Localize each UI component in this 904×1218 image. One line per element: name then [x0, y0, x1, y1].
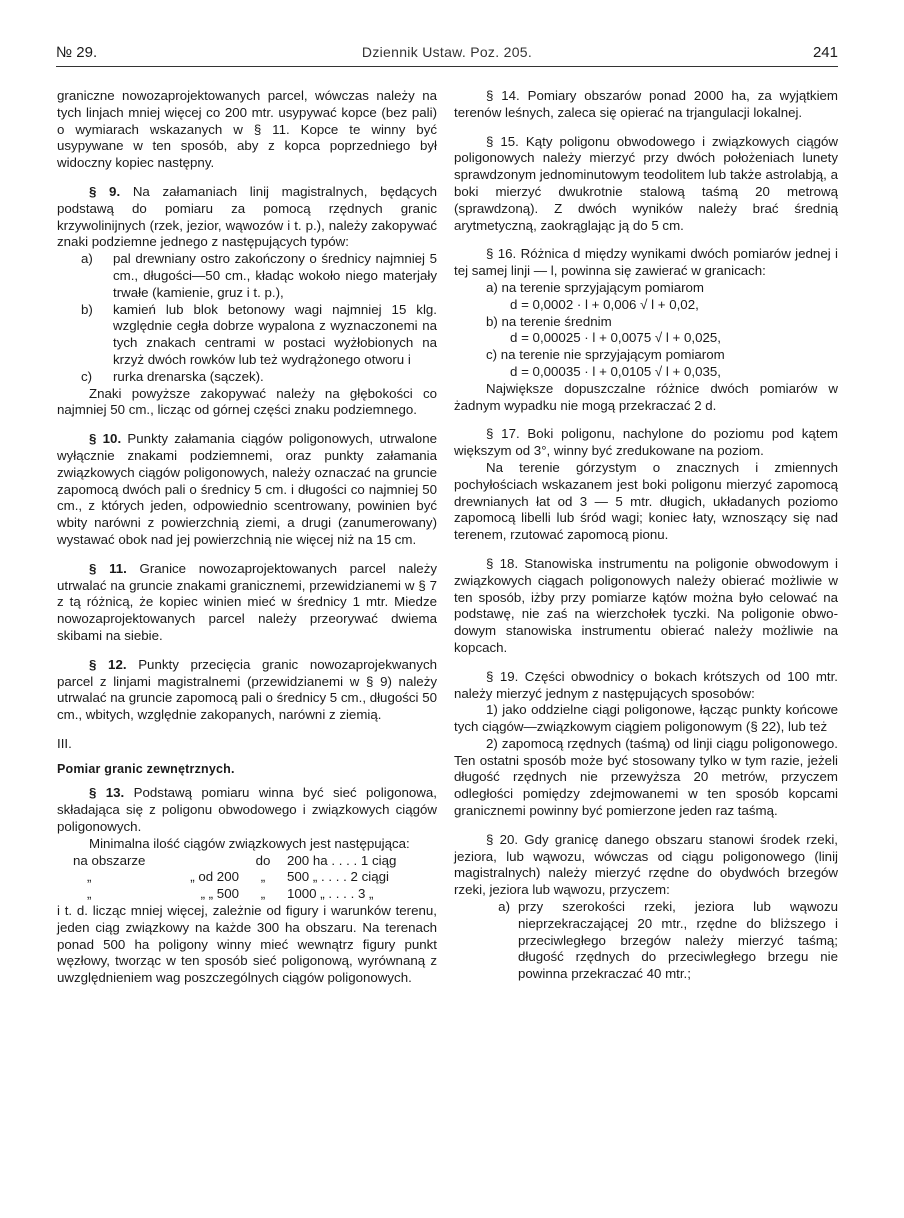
section-16-case-a: a) na terenie sprzyjającym pomiarom	[486, 279, 705, 295]
section-12-number: § 12.	[89, 656, 127, 672]
section-12-text: Punkty przecięcia granic nowozaprojekwanych parcel z linjami magistralnemi (przewidzianemi w § 9) należy utrwalać na gruncie zapomocą pali o średnicy 5 cm., długości 50 cm., wbitych, względnie zakopanych, narówni z ziemią.	[57, 656, 437, 723]
section-10-number: § 10.	[89, 431, 122, 447]
section-15: § 15. Kąty poligonu obwodowego i związkowych ciągów poligonowych należy mierzyć przy dwóch położeniach lunety sprawdzonym jednominutowym teodolitem lub także astrolabją, a boki mierzyć dwukrotnie stalową taśmą 20 metrową (sprawdzoną). Z dwóch wyników należy brać średnią arytmetyczną, zaokrąglając ją do 5 cm.	[454, 133, 838, 233]
formula-b: d = 0,00025 · l + 0,0075 √ l + 0,025,	[510, 330, 721, 346]
section-18: § 18. Stanowiska instrumentu na poligonie obwodowym i związkowych ciągach poligonowych należy obierać możliwie w ten sposób, iżby przy pomiarze kątów można było celować na podstawę, nie zaś na wierzchołek tyczki. Na poligonie obwodowym stanowiska instrumentu obierać należy możliwie na kopcach.	[454, 555, 838, 655]
section-13	[57, 785, 437, 835]
issue-number: № 29.	[56, 44, 98, 61]
journal-title: Dziennik Ustaw. Poz. 205.	[361, 44, 533, 60]
paragraph-continuation: graniczne nowozaprojektowanych parcel, wówczas należy na tych linjach mniej więcej co 200 mtr. usypywać kopce (bez pali) o wymiarach wskazanych w § 11. Kopce te winny być usypywane w ten sposób, aby z kopca poprzedniego był widoczny kopiec następny.	[57, 88, 437, 171]
section-13-number: § 13.	[89, 785, 125, 801]
section-20: § 20. Gdy granicę danego obszaru stanowi środek rzeki, jeziora, lub wąwozu, wówczas od ciągu poligonowego (linij magistralnych) należy mierzyć rzędne do obydwóch brzegów rzeki, jeziora lub wąwozu, przyczem:	[454, 831, 838, 898]
section-11-text: Granice nowozaprojektowanych parcel należy utrwalać na gruncie znakami granicznemi, przewidzianemi w § 7 z tą różnicą, że kopiec winien mieć w średnicy 1 mtr. Miedze nowozaprojektowanych parcel należy przeorywać dwiema skibami na siebie.	[57, 560, 437, 643]
list-item: b) kamień lub blok betonowy wagi najmniej 15 klg. względnie cegła dobrze wypalona z wyznaczonemi na tych znakach centrami w postaci wyżłobionych na krzyż dwóch rowków lub też wydrążonego otworu i	[81, 301, 437, 367]
formula-a: d = 0,0002 · l + 0,006 √ l + 0,02,	[510, 296, 699, 312]
section-11	[57, 561, 437, 645]
section-9-number: § 9.	[89, 183, 121, 199]
section-17: § 17. Boki poligonu, nachylone do poziomu pod kątem większym od 3°, winny być zredukowane na poziom.	[454, 426, 838, 459]
section-16: § 16. Różnica d między wynikami dwóch pomiarów jednej i tej samej linji — l, powinna się zawierać w granicach:	[454, 246, 838, 279]
section-9-text: Na załamaniach linij magistralnych, będących podstawą do pomiaru za pomocą rzędnych granic krzywolinijnych (rzek, jezior, wąwozów i t. p.), należy zakopywać znaki podziemne jednego z następujących typów:	[57, 183, 437, 250]
section-13-text: Podstawą pomiaru winna być sieć poligonowa, składająca się z poligonu obwodowego i związkowych ciągów poligonowych.	[57, 785, 437, 835]
chapter-title: Pomiar granic zewnętrznych.	[57, 761, 235, 776]
section-16-tail: Największe dopuszczalne różnice dwóch pomiarów w żadnym wypadku nie mogą przekraczać 2 d.	[454, 380, 838, 413]
section-9	[57, 184, 437, 251]
section-12	[57, 657, 437, 724]
polygon-table	[57, 853, 437, 903]
table-row: na obszarze do 200 ha . . . . 1 ciąg	[73, 852, 397, 868]
table-row: „ „ od 200 „ 500 „ . . . . 2 ciągi	[87, 869, 389, 885]
section-19-method-2: 2) zapomocą rzędnych (taśmą) od linji ciągu poligonowego. Ten ostatni sposób może być stosowany tylko w tym razie, jeżeli długość rzędnych nie przewyższa 20 metrów, przyczem odległości pomiędzy zdejmowanemi w ten sposób kopcami granicznemi powinny być pomierzone jeden raz taśmą.	[454, 735, 838, 819]
formula-c: d = 0,00035 · l + 0,0105 √ l + 0,035,	[510, 363, 721, 379]
section-10-text: Punkty załamania ciągów poligonowych, utrwalone wyłącznie znakami podziemnemi, oraz punkty załamania związkowych ciągów poligonowych, należy oznaczać na gruncie zapomocą dwóch pali o średnicy 5 cm. i długości co najmniej 50 cm., z których jeden, odpowiednio scentrowany, powinien być wbity narówni z powierzchnią ziemi, a drugi (zanumerowany) wystawać obok nad jej powierzchnią nie więcej niż na 15 cm.	[57, 431, 437, 547]
section-16-case-c: c) na terenie nie sprzyjającym pomiarom	[486, 347, 725, 363]
left-column	[57, 88, 437, 987]
section-9-tail: Znaki powyższe zakopywać należy na głębokości co najmniej 50 cm., licząc od górnej części znaku podziemnego.	[57, 385, 437, 418]
page-number: 241	[812, 44, 838, 61]
section-10	[57, 431, 437, 549]
section-17-b: Na terenie górzystym o znacznych i zmiennych pochyłościach wskazanem jest boki poligonu mierzyć zapomocą drewnianych łat od 3 — 5 mtr. długich, układanych poziomo zapomocą libelli lub śród wagi; koniec łaty, wznoszący się nad terenem, rzutować zapomocą pionu.	[454, 459, 838, 543]
section-11-number: § 11.	[89, 560, 127, 576]
section-13-minimum: Minimalna ilość ciągów związkowych jest następująca:	[89, 835, 410, 851]
section-13-tail: i t. d. licząc mniej więcej, zależnie od figury i warunków terenu, jeden ciąg związkowy na każde 300 ha obszaru. Na terenach ponad 500 ha poligony winny mieć wewnątrz figury punkt węzłowy, tworząc w ten sposób sieć poligonową, wyrównaną z uwzględnieniem wag poszczególnych ciągów poligonowych.	[57, 903, 437, 986]
list-item: a) przy szerokości rzeki, jeziora lub wąwozu nieprzekraczającej 20 mtr., rzędne do bliższego i przeciwległego brzegów należy mierzyć taśmą; długość rzędnych do przeciwległego brzegu nie powinna przekraczać 40 mtr.;	[498, 899, 838, 982]
right-column	[454, 88, 838, 983]
header-rule	[56, 66, 838, 67]
section-16-case-b: b) na terenie średnim	[486, 313, 612, 329]
section-19: § 19. Części obwodnicy o bokach krótszych od 100 mtr. należy mierzyć jednym z następujących sposobów:	[454, 668, 838, 701]
chapter-number: III.	[57, 735, 72, 751]
list-item: a) pal drewniany ostro zakończony o średnicy najmniej 5 cm., długości—50 cm., kładąc wokoło niego materjały trwałe (kamienie, gruz i t. p.),	[81, 251, 437, 300]
table-row: „ „ „ 500 „ 1000 „ . . . . 3 „	[87, 886, 374, 902]
list-item: c) rurka drenarska (sączek).	[81, 368, 264, 384]
section-19-method-1: 1) jako oddzielne ciągi poligonowe, łącząc punkty końcowe tych ciągów—związkowym ciągiem poligonowym (§ 22), lub też	[454, 702, 838, 735]
section-14: § 14. Pomiary obszarów ponad 2000 ha, za wyjątkiem terenów leśnych, zaleca się opierać na trjangulacji lokalnej.	[454, 88, 838, 120]
